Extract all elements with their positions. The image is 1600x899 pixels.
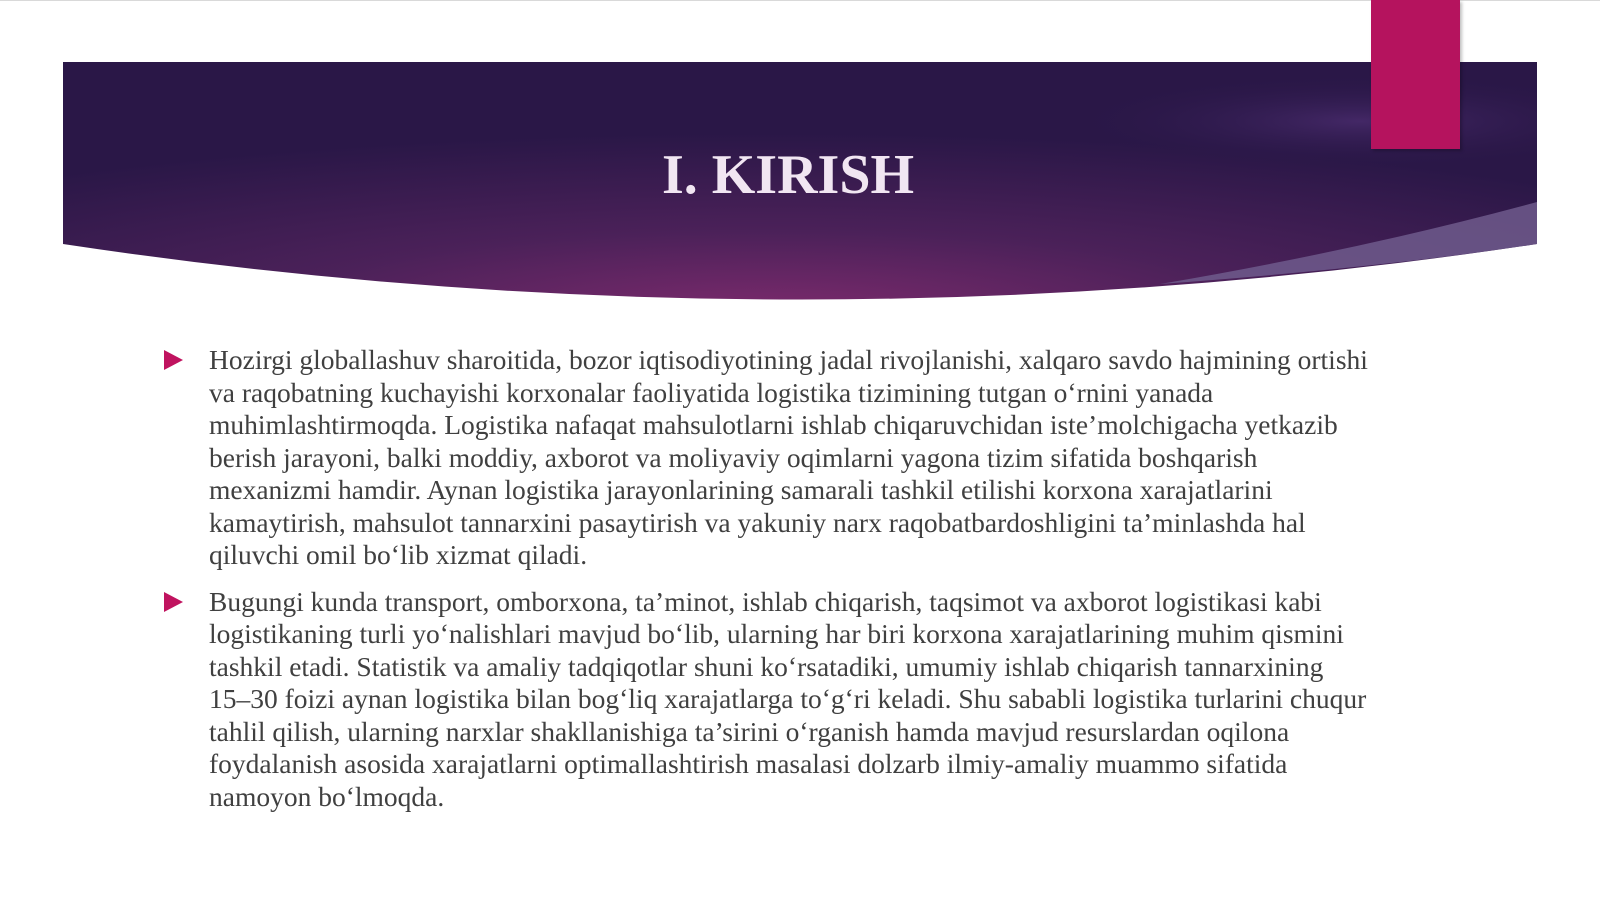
accent-tab xyxy=(1371,0,1460,149)
bullet-item xyxy=(160,344,1370,572)
bullet-list xyxy=(160,344,1370,827)
slide-title: I. KIRISH xyxy=(661,144,915,206)
bullet-item xyxy=(160,586,1370,814)
bullet-text: Bugungi kunda transport, omborxona, ta’minot, ishlab chiqarish, taqsimot va axborot logistikasi kabi logistikaning turli yo‘nalishlari mavjud bo‘lib, ularning har biri korxona xarajatlarining muhim qismini tashkil etadi. Statistik va amaliy tadqiqotlar shuni ko‘rsatadiki, umumiy ishlab chiqarish tannarxining 15–30 foizi aynan logistika bilan bog‘liq xarajatlarga to‘g‘ri keladi. Shu sababli logistika turlarini chuqur tahlil qilish, ularning narxlar shakllanishiga ta’sirini o‘rganish hamda mavjud resurslardan oqilona foydalanish asosida xarajatlarni optimallashtirish masalasi dolzarb ilmiy-amaliy muammo sifatida namoyon bo‘lmoqda. xyxy=(209,585,1367,812)
bullet-text: Hozirgi globallashuv sharoitida, bozor iqtisodiyotining jadal rivojlanishi, xalqaro savdo hajmining ortishi va raqobatning kuchayishi korxonalar faoliyatida logistika tizimining tutgan o‘rnini yanada muhimlashtirmoqda. Logistika nafaqat mahsulotlarni ishlab chiqaruvchidan iste’molchigacha yetkazib berish jarayoni, balki moddiy, axborot va moliyaviy oqimlarni yagona tizim sifatida boshqarish mexanizmi hamdir. Aynan logistika jarayonlarining samarali tashkil etilishi korxona xarajatlarini kamaytirish, mahsulot tannarxini pasaytirish va yakuniy narx raqobatbardoshligini ta’minlashda hal qiluvchi omil bo‘lib xizmat qiladi. xyxy=(209,344,1368,570)
triangle-bullet-icon xyxy=(164,350,183,370)
triangle-bullet-icon xyxy=(164,592,183,612)
